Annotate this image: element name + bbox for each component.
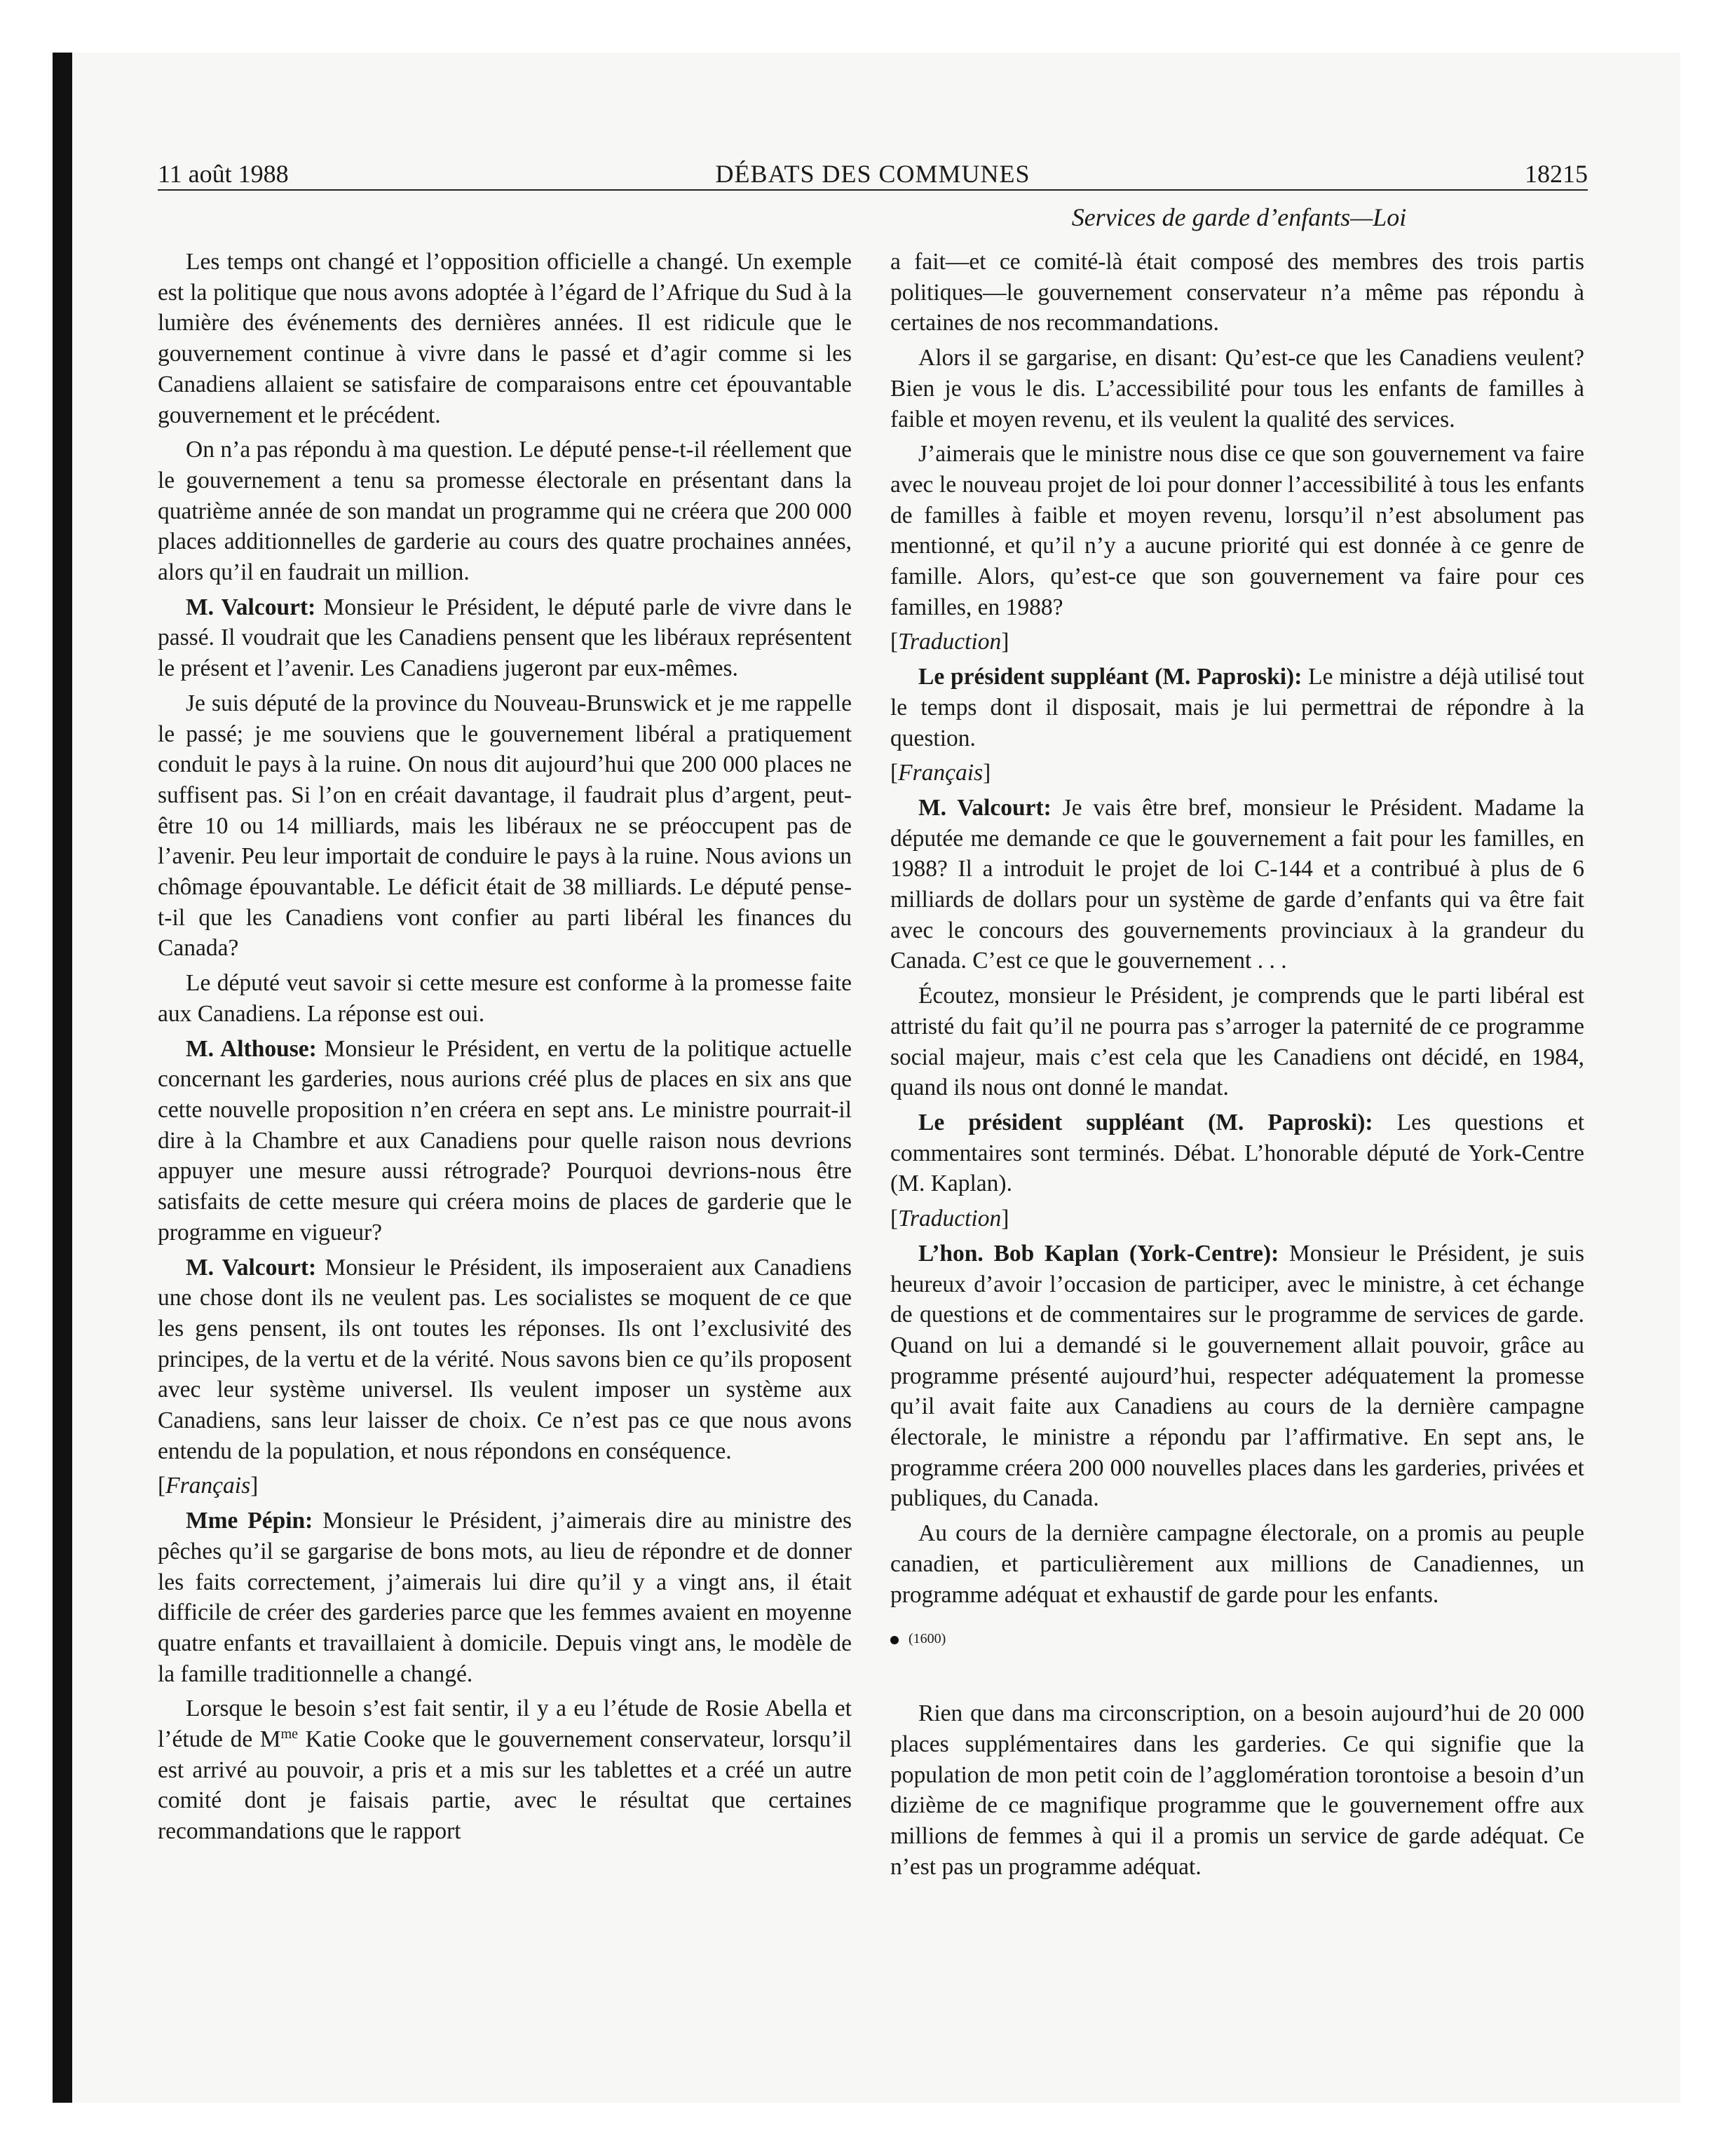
speaker-name: M. Valcourt: (918, 794, 1052, 821)
header-rule (158, 189, 1588, 191)
paragraph: Alors il se gargarise, en disant: Qu’est-ce que les Canadiens veulent? Bien je vous le dis. L’accessibilité pour tous les enfants de familles à faible et moyen revenu, et ils veulent la qualité des services. (890, 345, 1584, 432)
speaker-name: Le président suppléant (M. Paproski): (918, 664, 1302, 690)
speaker-name: L’hon. Bob Kaplan (York-Centre): (918, 1240, 1279, 1267)
paragraph (890, 1107, 1584, 1199)
paragraph (890, 1239, 1584, 1514)
right-column (890, 247, 1584, 1886)
paragraph: Au cours de la dernière campagne électorale, on a promis au peuple canadien, et particulièrement aux millions de Canadiennes, un programme adéquat et exhaustif de garde pour les enfants. (890, 1520, 1584, 1608)
speech-text: Monsieur le Président, je suis heureux d’avoir l’occasion de participer, avec le ministre, à cet échange de questions et de commentaires sur le programme de services de garde. Quand on lui a demandé si le gouvernement allait pouvoir, grâce au programme présenté aujourd’hui, respecter adéquatement la promesse qu’il avait faite aux Canadiens au cours de la dernière campagne électorale, le ministre a répondu par l’affirmative. En sept ans, le programme créera 200 000 nouvelles places dans les garderies, privées et publiques, du Canada. (890, 1240, 1584, 1512)
paragraph (890, 793, 1584, 976)
bullet-icon (890, 1636, 899, 1644)
speech-text: Monsieur le Président, le député parle de vivre dans le passé. Il voudrait que les Canadiens pensent que les libéraux représentent le présent et l’avenir. Les Canadiens jugeront par eux-mêmes. (158, 594, 852, 682)
speech-text: Monsieur le Président, en vertu de la politique actuelle concernant les garderies, nous aurions créé plus de places en six ans que cette nouvelle proposition n’en créera en sept ans. Le ministre pourrait-il dire à la Chambre et aux Canadiens pour quelle raison nous devrions appuyer une mesure aussi rétrograde? Pourquoi devrions-nous être satisfaits de cette mesure qui créera moins de places de garderie que le programme en vigueur? (158, 1035, 852, 1246)
running-head: Services de garde d’enfants—Loi (1071, 203, 1407, 231)
paragraph (158, 1506, 852, 1689)
paragraph: Rien que dans ma circonscription, on a besoin aujourd’hui de 20 000 places supplémentaires dans les garderies. Ce qui signifie que la population de mon petit coin de l’agglomération torontoise a besoin d’un dizième de ce magnifique programme que le gouvernement offre aux millions de femmes à qui il a promis un service de garde adéquat. Ce n’est pas un programme adéquat. (890, 1700, 1584, 1880)
scan-edge-shadow (53, 53, 72, 2103)
header-page-number: 18215 (1525, 160, 1588, 188)
paragraph: Le député veut savoir si cette mesure est conforme à la promesse faite aux Canadiens. La réponse est oui. (158, 970, 852, 1027)
speech-text: Les questions et commentaires sont terminés. Débat. L’honorable député de York-Centre (M. Kaplan). (890, 1109, 1584, 1197)
language-label: Français (165, 1473, 251, 1499)
speech-text: Monsieur le Président, j’aimerais dire au ministre des pêches qu’il se gargarise de bons mots, au lieu de répondre et de donner les faits correctement, j’aimerais lui dire qu’il y a vingt ans, il était difficile de créer des garderies parce que les femmes avaient en moyenne quatre enfants et travaillaient à domicile. Depuis vingt ans, le modèle de la famille traditionnelle a changé. (158, 1508, 852, 1687)
time-marker-label: (1600) (909, 1631, 946, 1647)
speaker-name: M. Valcourt: (186, 594, 316, 620)
speech-text: Monsieur le Président, ils imposeraient aux Canadiens une chose dont ils ne veulent pas. Les socialistes se moquent de ce que les gens pensent, ils ont toutes les réponses. Ils ont l’exclusivité des principes, de la vertu et de la vérité. Nous savons bien ce qu’ils proposent avec leur système universel. Ils veulent imposer un système aux Canadiens, sans leur laisser de choix. Ce n’est pas ce que nous avons entendu de la population, et nous répondons en conséquence. (158, 1254, 852, 1464)
paragraph: J’aimerais que le ministre nous dise ce que son gouvernement va faire avec le nouveau projet de loi pour donner l’accessibilité à tous les enfants de familles à faible et moyen revenu, lorsqu’il n’est absolument pas mentionné, et qu’il n’y a aucune priorité qui est donnée à ce genre de famille. Alors, qu’est-ce que son gouvernement va faire pour ces familles, en 1988? (890, 441, 1584, 620)
speech-text: Je vais être bref, monsieur le Président. Madame la députée me demande ce que le gouvernement a fait pour les familles, en 1988? Il a introduit le projet de loi C-144 et a contribué à plus de 6 milliards de dollars pour un système de garde d’enfants qui va être fait avec le concours des gouvernements provinciaux à la grandeur du Canada. C’est ce que le gouvernement . . . (890, 794, 1585, 974)
speaker-name: Mme Pépin: (186, 1508, 313, 1534)
superscript: me (280, 1726, 299, 1742)
paragraph (158, 1693, 852, 1847)
speech-text: Katie Cooke que le gouvernement conservateur, lorsqu’il est arrivé au pouvoir, a pris et a mis sur les tablettes et a créé un autre comité dont je faisais partie, avec le résultat que certaines recommandations que le rapport (158, 1726, 852, 1845)
language-label: Traduction (898, 629, 1002, 655)
paragraph: On n’a pas répondu à ma question. Le député pense-t-il réellement que le gouvernement a tenu sa promesse électorale en présentant dans la quatrième année de son mandat un programme qui ne créera que 200 000 places additionnelles de garderie au cours des quatre prochaines années, alors qu’il en faudrait un million. (158, 437, 852, 586)
paragraph (158, 1034, 852, 1248)
paragraph (158, 1253, 852, 1467)
language-note: [Traduction] (890, 1206, 1009, 1232)
language-label: Traduction (898, 1206, 1002, 1232)
speaker-name: Le président suppléant (M. Paproski): (918, 1109, 1373, 1135)
page-header (158, 156, 1588, 192)
paragraph (890, 662, 1584, 753)
paragraph: Je suis député de la province du Nouveau-Brunswick et je me rappelle le passé; je me souviens que le gouvernement libéral a pratiquement conduit le pays à la ruine. On nous dit aujourd’hui que 200 000 places ne suffisent pas. Si l’on en créait davantage, il faudrait plus d’argent, peut-être 10 ou 14 milliards, mais les libéraux ne se préoccupent pas de l’avenir. Peu leur importait de conduire le pays à la ruine. Nous avions un chômage épouvantable. Le déficit était de 38 milliards. Le député pense-t-il que les Canadiens vont confier au parti libéral les finances du Canada? (158, 690, 852, 962)
paragraph: Les temps ont changé et l’opposition officielle a changé. Un exemple est la politique que nous avons adoptée à l’égard de l’Afrique du Sud à la lumière des événements des dernières années. Il est ridicule que le gouvernement continue à vivre dans le passé et d’agir comme si les Canadiens allaient se satisfaire de comparaisons entre cet épouvantable gouvernement et le précédent. (158, 249, 852, 428)
speaker-name: M. Valcourt: (186, 1254, 317, 1281)
time-marker (890, 1628, 1584, 1649)
left-column (158, 247, 852, 1851)
language-label: Français (898, 760, 984, 786)
header-date: 11 août 1988 (158, 160, 289, 188)
language-note: [Traduction] (890, 629, 1009, 655)
paragraph: Écoutez, monsieur le Président, je comprends que le parti libéral est attristé du fait qu’il ne pourra pas s’arroger la paternité de ce programme social majeur, mais c’est cela que les Canadiens ont décidé, en 1984, quand ils nous ont donné le mandat. (890, 983, 1584, 1101)
speaker-name: M. Althouse: (186, 1035, 317, 1062)
language-note: [Français] (158, 1473, 259, 1499)
speech-text: Le ministre a déjà utilisé tout le temps dont il disposait, mais je lui permettrai de répondre à la question. (890, 664, 1584, 751)
paragraph: a fait—et ce comité-là était composé des membres des trois partis politiques—le gouvernement conservateur n’a même pas répondu à certaines de nos recommandations. (890, 249, 1584, 336)
speech-text: Lorsque le besoin s’est fait sentir, il y a eu l’étude de Rosie Abella et l’étude de M (158, 1696, 852, 1753)
paragraph (158, 592, 852, 684)
header-title: DÉBATS DES COMMUNES (715, 160, 1030, 188)
language-note: [Français] (890, 760, 991, 786)
